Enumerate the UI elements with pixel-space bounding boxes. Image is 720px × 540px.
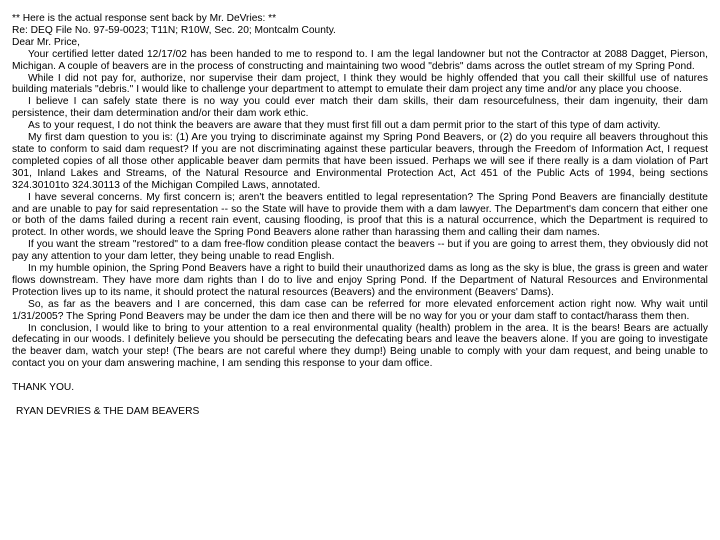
- body-paragraph: I believe I can safely state there is no way you could ever match their dam skills, their dam resourcefulness, their dam ingenuity, their dam persistence, their dam determination and/or their dam work ethic.: [12, 96, 708, 120]
- spacer: [12, 394, 708, 406]
- reference-line: Re: DEQ File No. 97-59-0023; T11N; R10W, Sec. 20; Montcalm County.: [12, 24, 336, 36]
- body-paragraph: As to your request, I do not think the beavers are aware that they must first fill out a dam permit prior to the start of this type of dam activity.: [28, 120, 661, 132]
- body-paragraph: While I did not pay for, authorize, nor supervise their dam project, I think they would be highly offended that you call their skillful use of natures building materials "debris." I would like to challenge your department to attempt to emulate their dam project any time and/or any place you choose.: [12, 72, 708, 96]
- closing-line: THANK YOU.: [12, 382, 75, 394]
- body-paragraph: So, as far as the beavers and I are concerned, this dam case can be referred for more elevated enforcement action right now. Why wait until 1/31/2005? The Spring Pond Beavers may be under the dam ice then and there will be no way for you or your dam staff to contact/harass them then.: [12, 298, 708, 322]
- body-paragraph: I have several concerns. My first concern is; aren't the beavers entitled to legal representation? The Spring Pond Beavers are financially destitute and are unable to pay for said representation -- so the State will have to provide them with a dam lawyer. The Department's dam concern that either one or both of the dams failed during a recent rain event, causing flooding, is proof that this is a natural occurrence, which the Department is required to protect. In other words, we should leave the Spring Pond Beavers alone rather than harassing them and calling their dam names.: [12, 191, 708, 239]
- body-paragraph: If you want the stream "restored" to a dam free-flow condition please contact the beavers -- but if you are going to arrest them, they obviously did not pay any attention to your dam letter, they being unable to read English.: [12, 239, 708, 263]
- body-paragraph: In conclusion, I would like to bring to your attention to a real environmental quality (health) problem in the area. It is the bears! Bears are actually defecating in our woods. I definitely believe you should be persecuting the defecating bears and leave the beavers alone. If you are going to investigate the beaver dam, watch your step! (The bears are not careful where they dump!) Being unable to comply with your dam request, and being unable to contact you on your dam answering machine, I am sending this response to your dam office.: [12, 322, 708, 370]
- salutation: Dear Mr. Price,: [12, 36, 80, 48]
- signature: RYAN DEVRIES & THE DAM BEAVERS: [16, 406, 200, 418]
- intro-note: ** Here is the actual response sent back by Mr. DeVries: **: [12, 13, 277, 24]
- body-paragraph: My first dam question to you is: (1) Are you trying to discriminate against my Spring Pond Beavers, or (2) do you require all beavers throughout this state to conform to said dam request? If you are not discriminating against these particular beavers, through the Freedom of Information Act, I request completed copies of all those other applicable beaver dam permits that have been issued. Perhaps we will see if there really is a dam violation of Part 301, Inland Lakes and Streams, of the Natural Resource and Environmental Protection Act, Act 451 of the Public Acts of 1994, being sections 324.30101to 324.30113 of the Michigan Compiled Laws, annotated.: [12, 132, 708, 191]
- body-paragraph: Your certified letter dated 12/17/02 has been handed to me to respond to. I am the legal landowner but not the Contractor at 2088 Dagget, Pierson, Michigan. A couple of beavers are in the process of constructing and maintaining two wood "debris" dams across the outlet stream of my Spring Pond.: [12, 48, 708, 72]
- body-paragraph: In my humble opinion, the Spring Pond Beavers have a right to build their unauthorized dams as long as the sky is blue, the grass is green and water flows downstream. They have more dam rights than I do to live and enjoy Spring Pond. If the Department of Natural Resources and Environmental Protection lives up to its name, it should protect the natural resources (Beavers) and the environment (Beavers' Dams).: [12, 263, 708, 298]
- spacer: [12, 370, 708, 382]
